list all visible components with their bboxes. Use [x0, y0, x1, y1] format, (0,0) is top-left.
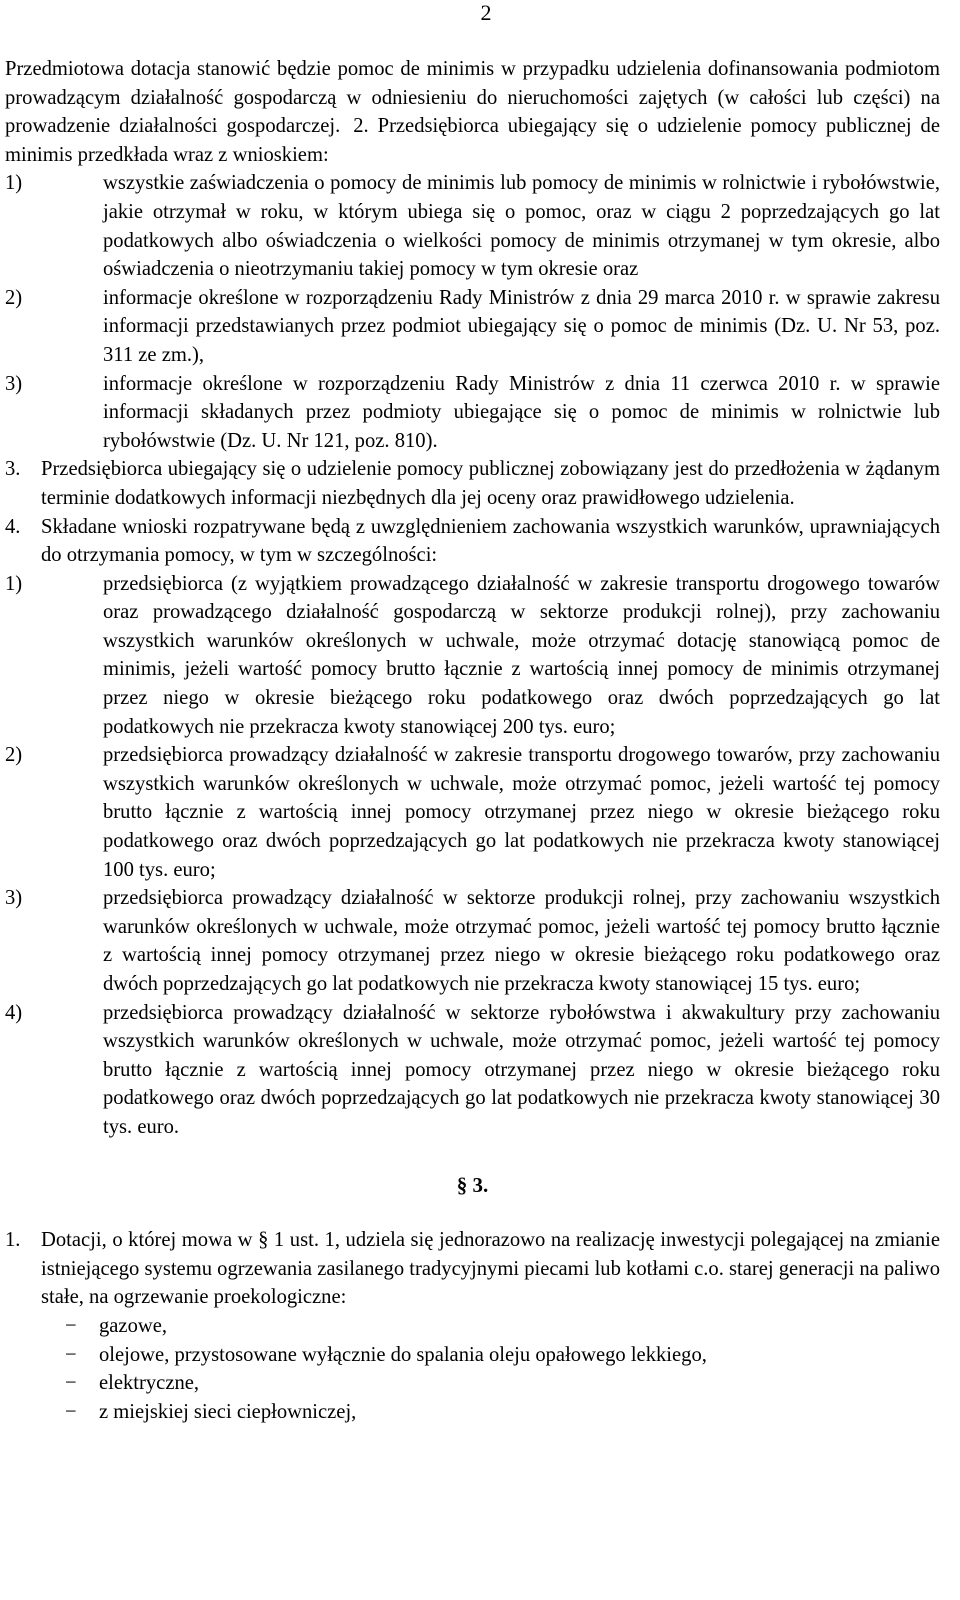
- paragraph-3: [5, 455, 940, 512]
- p4-item-3-number: 3): [5, 887, 23, 910]
- p2-item-3: [5, 370, 940, 456]
- p4-item-3-text: przedsiębiorca prowadzący działalność w sektorze produkcji rolnej, przy zachowaniu wszystkich warunków określonych w uchwale, może otrzymać pomoc, jeżeli wartość tej pomocy brutto łącznie z wartością innej pomocy otrzymanej przez niego w okresie bieżącego roku podatkowego oraz dwóch poprzedzających go lat podatkowych nie przekracza kwoty stanowiącej 15 tys. euro;: [103, 887, 940, 995]
- p2-item-3-number: 3): [5, 372, 23, 395]
- dash-marker: −: [65, 1400, 77, 1423]
- paragraph-3-number: 3.: [5, 458, 21, 481]
- intro-paragraph: [5, 55, 940, 169]
- section-heading: § 3.: [456, 1172, 489, 1197]
- heating-option-text: gazowe,: [99, 1314, 168, 1337]
- p2-item-2-text: informacje określone w rozporządzeniu Rady Ministrów z dnia 29 marca 2010 r. w sprawie zakresu informacji przedstawianych przez podmiot ubiegający się o pomoc de minimis (Dz. U. Nr 53, poz. 311 ze zm.),: [103, 286, 940, 366]
- heating-option-item: [5, 1369, 940, 1398]
- p2-item-1-number: 1): [5, 172, 23, 195]
- section-3-paragraph-1: [5, 1226, 940, 1312]
- paragraph-3-text: Przedsiębiorca ubiegający się o udzielenie pomocy publicznej zobowiązany jest do przedłożenia w żądanym terminie dodatkowych informacji niezbędnych dla jej oceny oraz prawidłowego udzielenia.: [41, 458, 940, 509]
- p2-item-2-number: 2): [5, 286, 23, 309]
- heating-option-item: [5, 1312, 940, 1341]
- dash-marker: −: [65, 1343, 77, 1366]
- section-3-paragraph-1-number: 1.: [5, 1229, 21, 1252]
- p2-item-1: [5, 169, 940, 283]
- paragraph-2-number: 2.: [353, 115, 369, 138]
- dash-marker: −: [65, 1314, 77, 1337]
- intro-text: Przedmiotowa dotacja stanowić będzie pomoc de minimis w przypadku udzielenia dofinansowania podmiotom prowadzącym działalność gospodarczą w odniesieniu do nieruchomości zajętych (w całości lub części) na prowadzenie działalności gospodarczej.: [5, 58, 940, 138]
- section-3-paragraph-1-text: Dotacji, o której mowa w § 1 ust. 1, udziela się jednorazowo na realizację inwestycji polegającej na zmianie istniejącego systemu ogrzewania zasilanego tradycyjnymi piecami lub kotłami c.o. starej generacji na paliwo stałe, na ogrzewanie proekologiczne:: [41, 1229, 940, 1309]
- p4-item-4-number: 4): [5, 1001, 23, 1024]
- heating-option-text: olejowe, przystosowane wyłącznie do spalania oleju opałowego lekkiego,: [99, 1343, 707, 1366]
- document-body: [5, 55, 940, 1426]
- p4-item-4-text: przedsiębiorca prowadzący działalność w sektorze rybołówstwa i akwakultury przy zachowaniu wszystkich warunków określonych w uchwale, może otrzymać pomoc, jeżeli wartość tej pomocy brutto łącznie z wartością innej pomocy otrzymanej przez niego w okresie bieżącego roku podatkowego oraz dwóch poprzedzających go lat podatkowych nie przekracza kwoty stanowiącej 30 tys. euro.: [103, 1001, 940, 1138]
- page-number: 2: [480, 0, 492, 25]
- p4-item-1-text: przedsiębiorca (z wyjątkiem prowadzącego działalność w zakresie transportu drogowego towarów oraz prowadzącego działalność gospodarczą w sektorze produkcji rolnej), przy zachowaniu wszystkich warunków określonych w uchwale, może otrzymać dotację stanowiącą pomoc de minimis, jeżeli wartość pomocy brutto łącznie z wartością innej pomocy de minimis otrzymanej przez niego w okresie bieżącego roku podatkowego oraz dwóch poprzedzających go lat podatkowych nie przekracza kwoty stanowiącej 200 tys. euro;: [103, 572, 940, 738]
- heating-option-item: [5, 1398, 940, 1427]
- p4-item-2: [5, 741, 940, 884]
- heating-option-text: z miejskiej sieci ciepłowniczej,: [99, 1400, 357, 1423]
- paragraph-4-number: 4.: [5, 515, 21, 538]
- p4-item-1-number: 1): [5, 572, 23, 595]
- p2-item-2: [5, 284, 940, 370]
- paragraph-4-text: Składane wnioski rozpatrywane będą z uwzględnieniem zachowania wszystkich warunków, uprawniających do otrzymania pomocy, w tym w szczególności:: [41, 515, 940, 567]
- paragraph-4: [5, 513, 940, 570]
- p4-item-1: [5, 570, 940, 742]
- p2-item-1-text: wszystkie zaświadczenia o pomocy de minimis lub pomocy de minimis w rolnictwie i rybołówstwie, jakie otrzymał w roku, w którym ubiega się o pomoc, oraz w ciągu 2 poprzedzających go lat podatkowych albo oświadczenia o wielkości pomocy de minimis otrzymanej w tym okresie, albo oświadczenia o nieotrzymaniu takiej pomocy w tym okresie oraz: [103, 172, 940, 281]
- heating-option-text: elektryczne,: [99, 1372, 200, 1395]
- dash-marker: −: [65, 1372, 77, 1395]
- heating-option-item: [5, 1341, 940, 1370]
- p4-item-2-text: przedsiębiorca prowadzący działalność w zakresie transportu drogowego towarów, przy zachowaniu wszystkich warunków określonych w uchwale, może otrzymać pomoc, jeżeli wartość tej pomocy brutto łącznie z wartością innej pomocy otrzymanej przez niego w okresie bieżącego roku podatkowego oraz dwóch poprzedzających go lat podatkowych nie przekracza kwoty stanowiącej 100 tys. euro;: [103, 744, 940, 881]
- p4-item-2-number: 2): [5, 744, 23, 767]
- p2-item-3-text: informacje określone w rozporządzeniu Rady Ministrów z dnia 11 czerwca 2010 r. w sprawie informacji składanych przez podmioty ubiegające się o pomoc de minimis w rolnictwie lub rybołówstwie (Dz. U. Nr 121, poz. 810).: [103, 372, 940, 452]
- p4-item-4: [5, 999, 940, 1142]
- p4-item-3: [5, 884, 940, 998]
- paragraph-2-text: Przedsiębiorca ubiegający się o udzielenie pomocy publicznej de minimis przedkłada wraz z wnioskiem:: [5, 115, 940, 166]
